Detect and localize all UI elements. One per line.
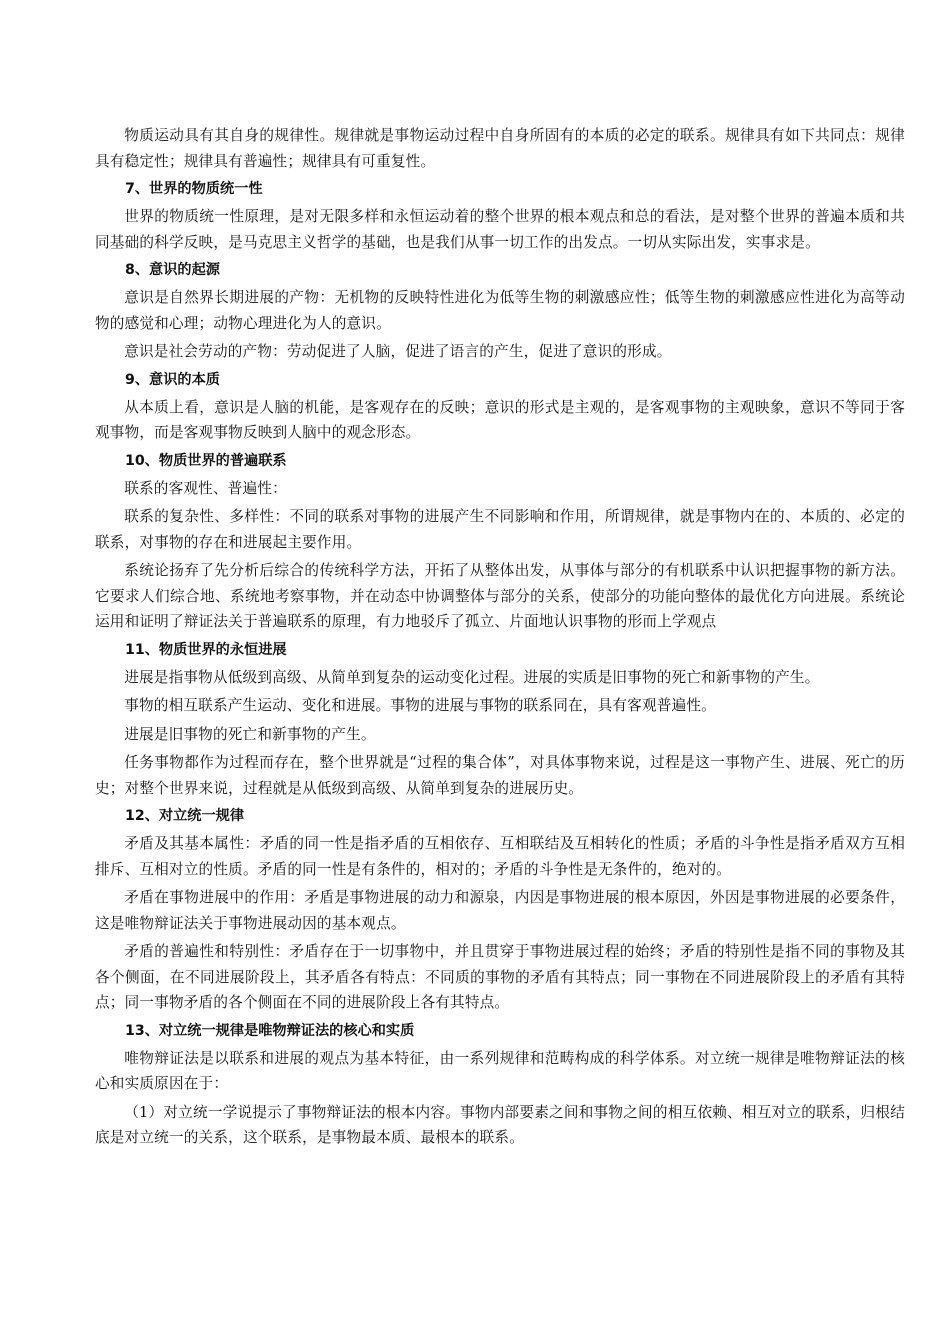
paragraph: 系统论扬弃了先分析后综合的传统科学方法，开拓了从整体出发，从事体与部分的有机联系中认识把握事物的新方法。它要求人们综合地、系统地考察事物，并在动态中协调整体与部分的关系，使部分的功能向整体的最优化方向进展。系统论运用和证明了辩证法关于普遍联系的原理，有力地驳斥了孤立、片面地认识事物的形而上学观点 <box>95 562 905 630</box>
paragraph: 矛盾的普遍性和特别性：矛盾存在于一切事物中，并且贯穿于事物进展过程的始终；矛盾的特别性是指不同的事物及其各个侧面，在不同进展阶段上，其矛盾各有特点：不同质的事物的矛盾有其特点；同一事物在不同进展阶段上的矛盾有其特点；同一事物矛盾的各个侧面在不同的进展阶段上各有其特点。 <box>95 943 905 1011</box>
paragraph: 进展是指事物从低级到高级、从简单到复杂的运动变化过程。进展的实质是旧事物的死亡和新事物的产生。 <box>124 668 820 686</box>
section-heading: 7、世界的物质统一性 <box>125 181 263 197</box>
paragraph: 唯物辩证法是以联系和进展的观点为基本特征，由一系列规律和范畴构成的科学体系。对立统一规律是唯物辩证法的核心和实质原因在于： <box>95 1049 905 1092</box>
paragraph: 矛盾在事物进展中的作用：矛盾是事物进展的动力和源泉，内因是事物进展的根本原因，外因是事物进展的必要条件，这是唯物辩证法关于事物进展动因的基本观点。 <box>95 889 905 932</box>
paragraph: 意识是自然界长期进展的产物：无机物的反映特性进化为低等生物的刺激感应性；低等生物的刺激感应性进化为高等动物的感觉和心理；动物心理进化为人的意识。 <box>95 289 905 332</box>
section-9 <box>95 368 905 446</box>
paragraph: 联系的客观性、普遍性： <box>124 479 287 497</box>
section-12 <box>95 804 905 1016</box>
section-11 <box>95 638 905 802</box>
paragraph: 任务事物都作为过程而存在，整个世界就是“过程的集合体”，对具体事物来说，过程是这一事物产生、进展、死亡的历史；对整个世界来说，过程就是从低级到高级、从简单到复杂的进展历史。 <box>95 754 905 797</box>
section-10 <box>95 449 905 635</box>
section-heading: 8、意识的起源 <box>125 262 220 278</box>
section-heading: 9、意识的本质 <box>125 371 220 388</box>
paragraph: 世界的物质统一性原理，是对无限多样和永恒运动着的整个世界的根本观点和总的看法，是对整个世界的普遍本质和共同基础的科学反映，是马克思主义哲学的基础，也是我们从事一切工作的出发点。一切从实际出发，实事求是。 <box>95 208 905 251</box>
paragraph: 联系的复杂性、多样性：不同的联系对事物的进展产生不同影响和作用，所谓规律，就是事物内在的、本质的、必定的联系，对事物的存在和进展起主要作用。 <box>95 508 905 551</box>
section-7 <box>95 177 905 255</box>
paragraph: 意识是社会劳动的产物：劳动促进了人脑，促进了语言的产生，促进了意识的形成。 <box>124 343 672 360</box>
intro-paragraph: 物质运动具有其自身的规律性。规律就是事物运动过程中自身所固有的本质的必定的联系。规律具有如下共同点：规律具有稳定性；规律具有普遍性；规律具有可重复性。 <box>95 127 905 170</box>
paragraph: 进展是旧事物的死亡和新事物的产生。 <box>124 725 376 743</box>
section-heading: 13、对立统一规律是唯物辩证法的核心和实质 <box>125 1022 415 1039</box>
paragraph: 矛盾及其基本属性：矛盾的同一性是指矛盾的互相依存、互相联结及互相转化的性质；矛盾的斗争性是指矛盾双方互相排斥、互相对立的性质。矛盾的同一性是有条件的，相对的；矛盾的斗争性是无条件的，绝对的。 <box>95 835 905 878</box>
section-8 <box>95 258 905 365</box>
section-heading: 10、物质世界的普遍联系 <box>125 452 287 469</box>
paragraph: 从本质上看，意识是人脑的机能，是客观存在的反映；意识的形式是主观的，是客观事物的主观映象，意识不等同于客观事物，而是客观事物反映到人脑中的观念形态。 <box>95 398 905 441</box>
paragraph: 事物的相互联系产生运动、变化和进展。事物的进展与事物的联系同在，具有客观普遍性。 <box>124 697 716 714</box>
section-heading: 11、物质世界的永恒进展 <box>125 641 287 658</box>
paragraph: （1）对立统一学说提示了事物辩证法的根本内容。事物内部要素之间和事物之间的相互依赖、相互对立的联系，归根结底是对立统一的关系，这个联系，是事物最本质、最根本的联系。 <box>95 1103 905 1146</box>
section-13 <box>95 1019 905 1151</box>
section-heading: 12、对立统一规律 <box>125 808 245 824</box>
